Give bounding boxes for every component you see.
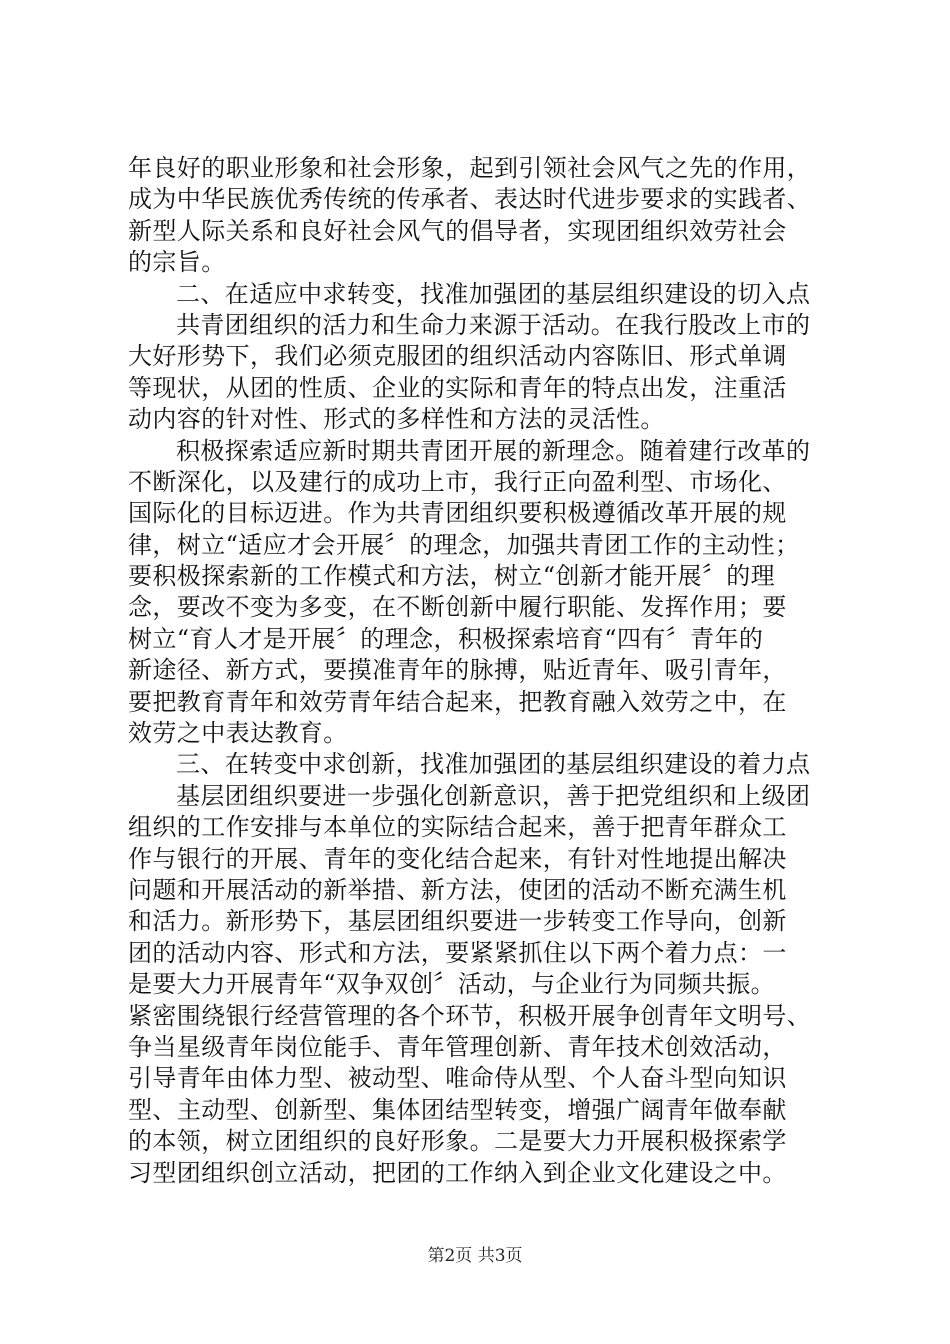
text-line: 团的活动内容、形式和方法，要紧紧抓住以下两个着力点：一 xyxy=(128,938,787,967)
text-line: 共青团组织的活力和生命力来源于活动。在我行股改上市的 xyxy=(176,310,811,339)
text-line: 积极探索适应新时期共青团开展的新理念。随着建行改革的 xyxy=(176,436,811,465)
text-line: 成为中华民族优秀传统的传承者、表达时代进步要求的实践者、 xyxy=(128,185,812,214)
text-line: 年良好的职业形象和社会形象，起到引领社会风气之先的作用， xyxy=(128,154,812,182)
text-line: 型、主动型、创新型、集体团结型转变，增强广阔青年做奉献 xyxy=(128,1095,787,1124)
text-line: 是要大力开展青年“双争双创〞活动，与企业行为同频共振。 xyxy=(128,970,776,999)
text-line: 的宗旨。 xyxy=(128,248,226,277)
text-line: 树立“育人才是开展〞的理念，积极探索培育“四有〞青年的 xyxy=(128,624,764,653)
page-footer xyxy=(0,1245,950,1267)
text-line: 要把教育青年和效劳青年结合起来，把教育融入效劳之中，在 xyxy=(128,687,787,716)
section-heading: 三、在转变中求创新，找准加强团的基层组织建设的着力点 xyxy=(176,750,811,779)
text-line: 新途径、新方式，要摸准青年的脉搏，贴近青年、吸引青年， xyxy=(128,656,787,685)
text-line: 新型人际关系和良好社会风气的倡导者，实现团组织效劳社会 xyxy=(128,216,787,245)
text-line: 国际化的目标迈进。作为共青团组织要积极遵循改革开展的规 xyxy=(128,499,787,528)
section-heading: 二、在适应中求转变，找准加强团的基层组织建设的切入点 xyxy=(176,279,811,308)
text-line: 不断深化，以及建行的成功上市，我行正向盈利型、市场化、 xyxy=(128,467,787,496)
text-line: 基层团组织要进一步强化创新意识，善于把党组织和上级团 xyxy=(176,781,811,810)
text-line: 组织的工作安排与本单位的实际结合起来，善于把青年群众工 xyxy=(128,813,787,842)
text-line: 和活力。新形势下，基层团组织要进一步转变工作导向，创新 xyxy=(128,907,787,936)
document-body xyxy=(128,153,848,1189)
text-line: 习型团组织创立活动，把团的工作纳入到企业文化建设之中。 xyxy=(128,1158,787,1187)
text-line: 念，要改不变为多变，在不断创新中履行职能、发挥作用；要 xyxy=(128,593,787,622)
text-line: 动内容的针对性、形式的多样性和方法的灵活性。 xyxy=(128,405,665,434)
text-line: 引导青年由体力型、被动型、唯命侍从型、个人奋斗型向知识 xyxy=(128,1064,787,1093)
text-line: 紧密围绕银行经营管理的各个环节，积极开展争创青年文明号、 xyxy=(128,1001,812,1030)
text-line: 效劳之中表达教育。 xyxy=(128,719,348,748)
text-line: 问题和开展活动的新举措、新方法，使团的活动不断充满生机 xyxy=(128,875,787,904)
text-line: 律，树立“适应才会开展〞的理念，加强共青团工作的主动性； xyxy=(128,530,800,559)
text-line: 要积极探索新的工作模式和方法，树立“创新才能开展〞的理 xyxy=(128,562,776,591)
text-line: 等现状，从团的性质、企业的实际和青年的特点出发，注重活 xyxy=(128,373,787,402)
text-line: 大好形势下，我们必须克服团的组织活动内容陈旧、形式单调 xyxy=(128,342,787,371)
text-line: 作与银行的开展、青年的变化结合起来，有针对性地提出解决 xyxy=(128,844,787,873)
text-line: 的本领，树立团组织的良好形象。二是要大力开展积极探索学 xyxy=(128,1127,787,1156)
page-number-label: 第2页 共3页 xyxy=(427,1246,523,1266)
text-line: 争当星级青年岗位能手、青年管理创新、青年技术创效活动， xyxy=(128,1032,787,1061)
